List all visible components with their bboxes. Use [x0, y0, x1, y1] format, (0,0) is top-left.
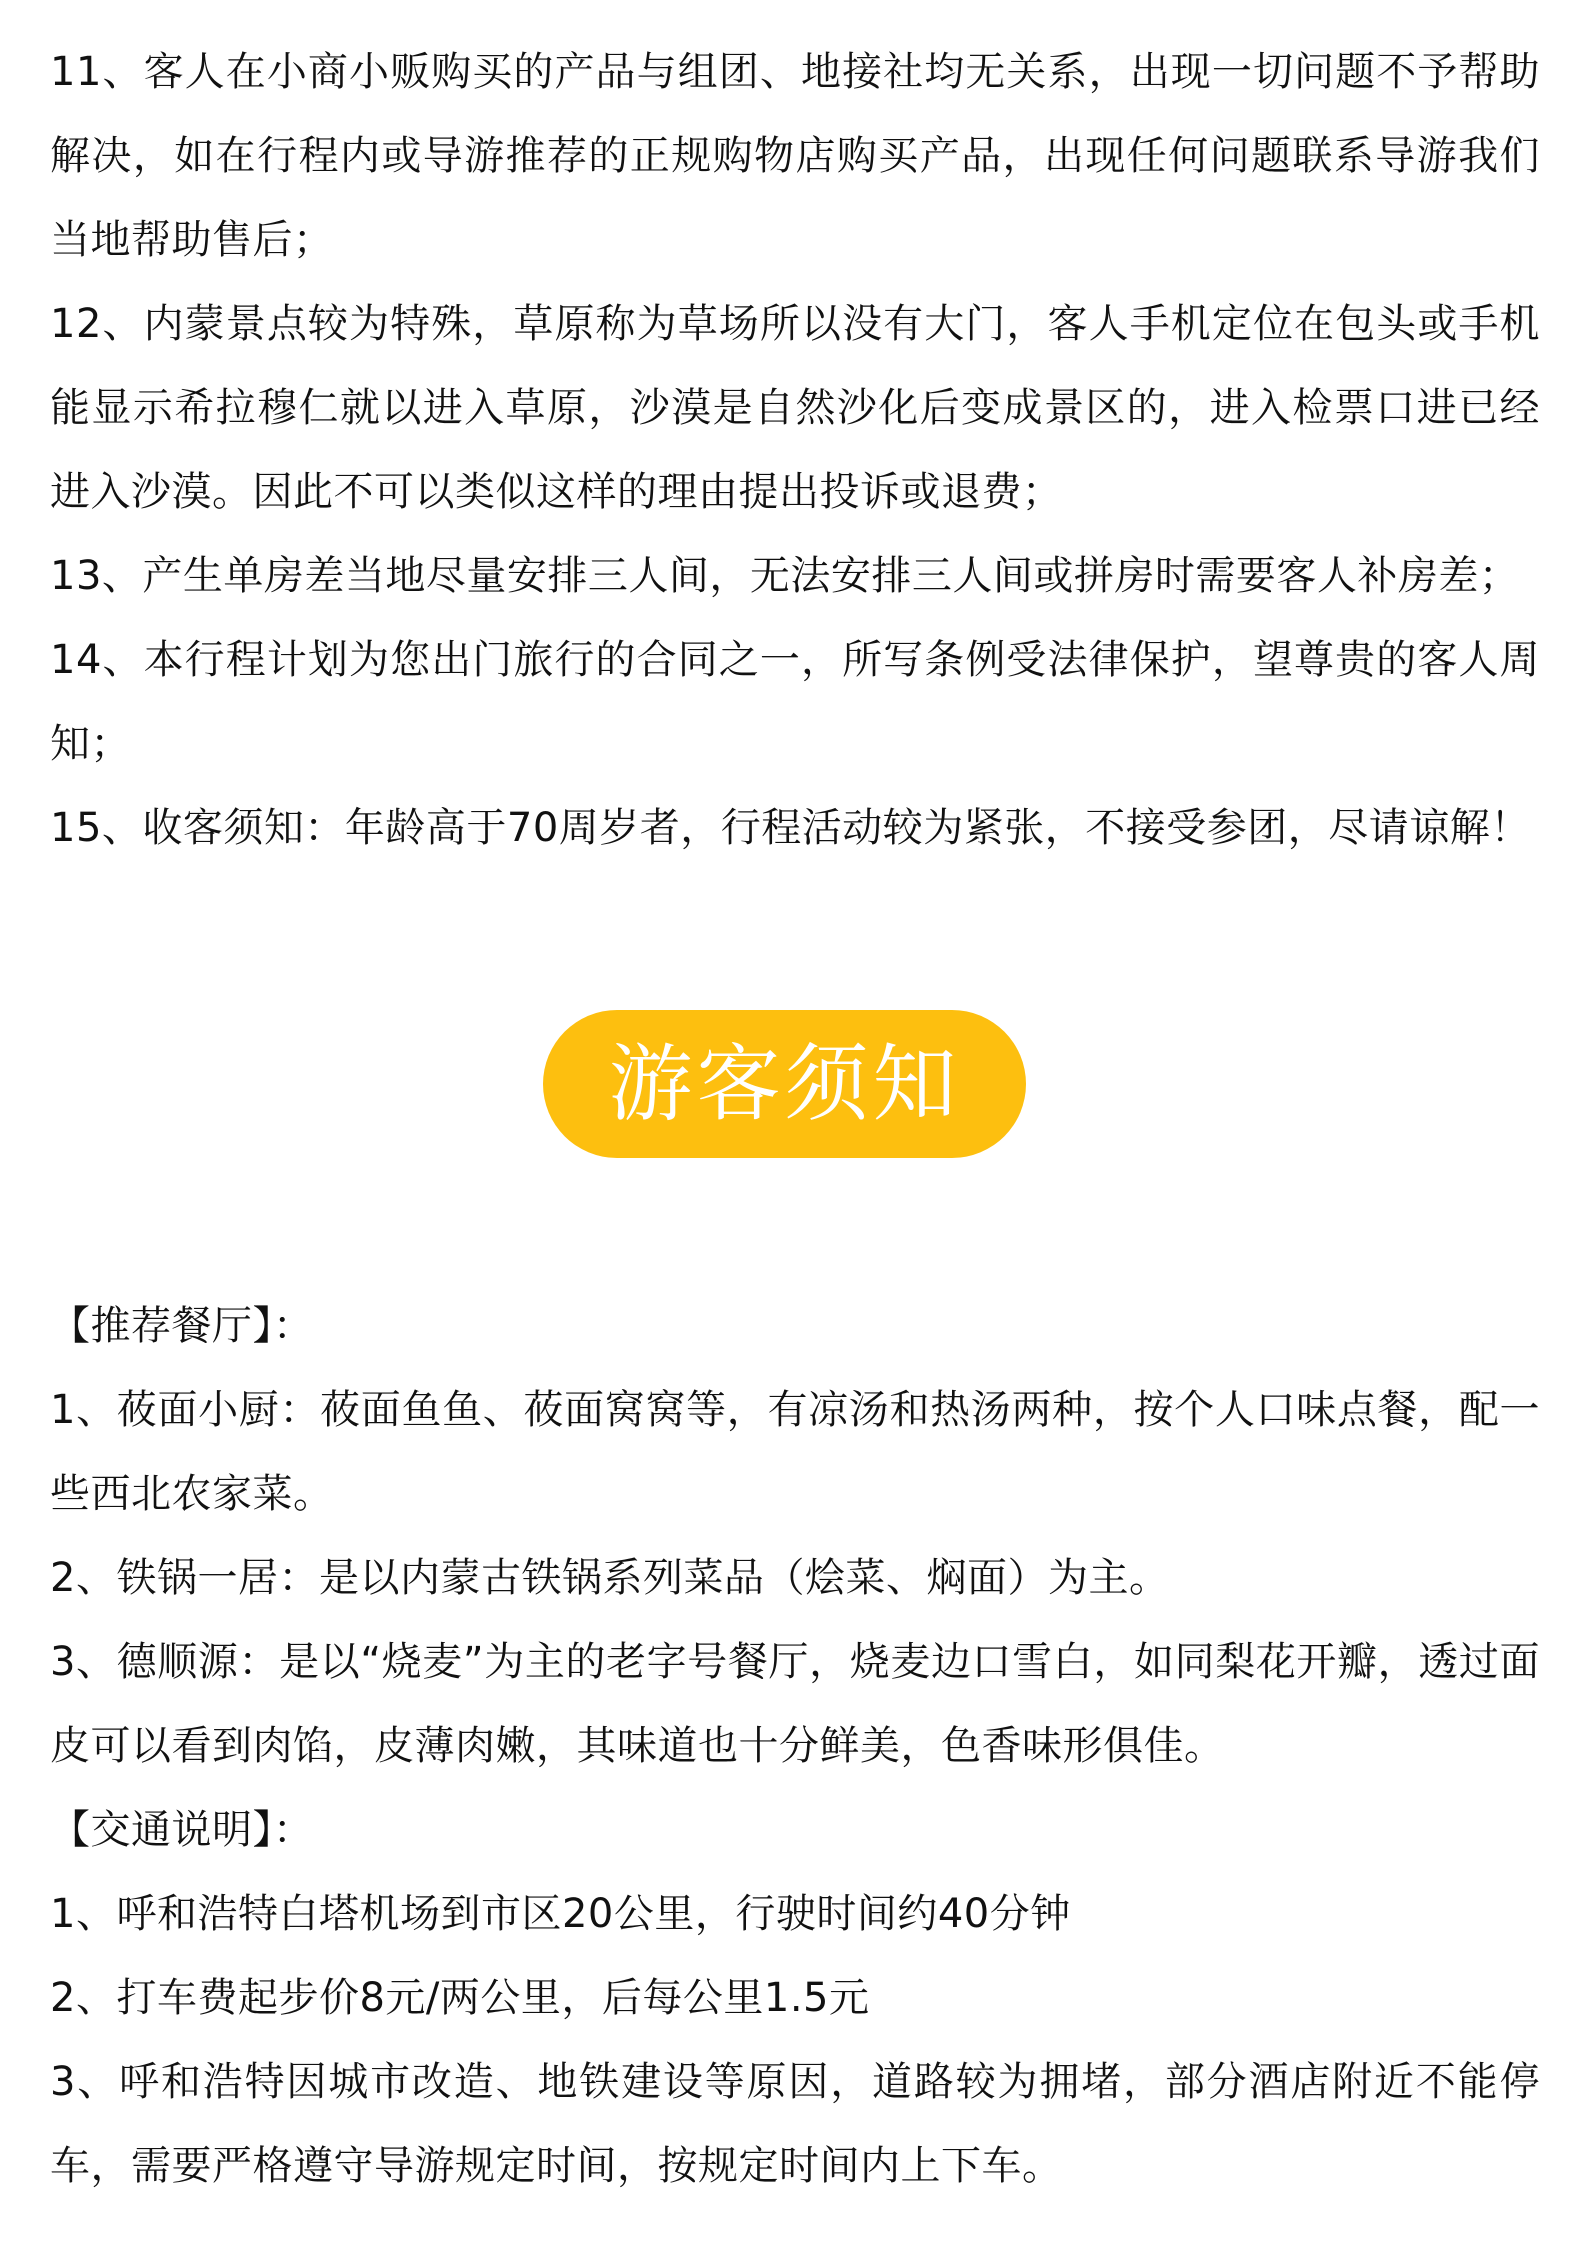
notice-item-14: 14、本行程计划为您出门旅行的合同之一，所写条例受法律保护，望尊贵的客人周知； [50, 637, 1540, 767]
restaurant-item-2: 2、铁锅一居：是以内蒙古铁锅系列菜品（烩菜、焖面）为主。 [50, 1555, 1170, 1601]
transport-item-1: 1、呼和浩特白塔机场到市区20公里，行驶时间约40分钟 [50, 1891, 1071, 1937]
transport-item-2: 2、打车费起步价8元/两公里，后每公里1.5元 [50, 1975, 870, 2021]
transport-heading: 【交通说明】： [50, 1807, 314, 1853]
section-banner [543, 1010, 1026, 1158]
restaurant-item-3: 3、德顺源：是以“烧麦”为主的老字号餐厅，烧麦边口雪白，如同梨花开瓣，透过面皮可以看到肉馅，皮薄肉嫩，其味道也十分鲜美，色香味形俱佳。 [50, 1639, 1540, 1769]
notice-item-15: 15、收客须知：年龄高于70周岁者，行程活动较为紧张，不接受参团，尽请谅解！ [50, 805, 1531, 851]
notice-item-13: 13、产生单房差当地尽量安排三人间，无法安排三人间或拼房时需要客人补房差； [50, 553, 1520, 599]
restaurants-heading: 【推荐餐厅】： [50, 1303, 314, 1349]
notice-item-12: 12、内蒙景点较为特殊，草原称为草场所以没有大门，客人手机定位在包头或手机能显示希拉穆仁就以进入草原，沙漠是自然沙化后变成景区的，进入检票口进已经进入沙漠。因此不可以类似这样的理由提出投诉或退费； [50, 301, 1540, 515]
transport-item-3: 3、呼和浩特因城市改造、地铁建设等原因，道路较为拥堵，部分酒店附近不能停车，需要严格遵守导游规定时间，按规定时间内上下车。 [50, 2059, 1540, 2189]
restaurant-item-1: 1、莜面小厨：莜面鱼鱼、莜面窝窝等，有凉汤和热汤两种，按个人口味点餐，配一些西北农家菜。 [50, 1387, 1540, 1517]
notice-item-11: 11、客人在小商小贩购买的产品与组团、地接社均无关系，出现一切问题不予帮助解决，如在行程内或导游推荐的正规购物店购买产品，出现任何问题联系导游我们当地帮助售后； [50, 49, 1540, 263]
section-banner-title: 游客须知 [608, 1035, 961, 1133]
